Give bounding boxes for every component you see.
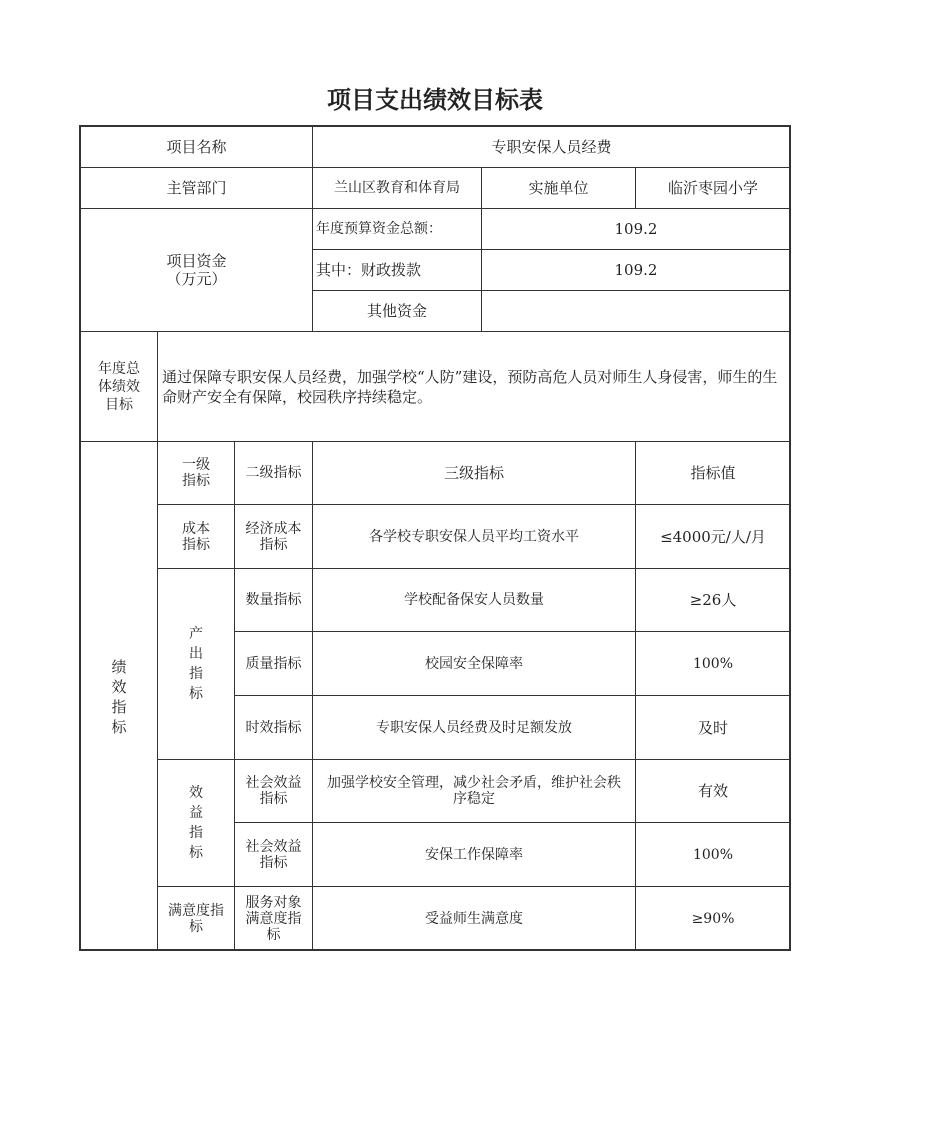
group-satisfaction: 满意度指标 (157, 886, 234, 951)
annual-goal-label: 年度总体绩效目标 (80, 331, 157, 441)
funds-fiscal-label: 其中：财政拨款 (312, 249, 481, 290)
project-name-label: 项目名称 (80, 126, 312, 167)
page-title: 项目支出绩效目标表 (327, 86, 543, 114)
group-benefit: 效益指标 (157, 759, 234, 886)
funds-other-value (481, 290, 790, 331)
annual-goal-text: 通过保障专职安保人员经费，加强学校“人防”建设，预防高危人员对师生人身侵害，师生的生命财产安全有保障，校园秩序持续稳定。 (157, 331, 790, 441)
table-row-level2: 服务对象满意度指标 (234, 886, 312, 951)
header-level2: 二级指标 (234, 441, 312, 504)
project-name-value: 专职安保人员经费 (312, 126, 790, 167)
table-row-level2: 数量指标 (234, 568, 312, 631)
dept-value: 兰山区教育和体育局 (312, 167, 481, 208)
impl-unit-label: 实施单位 (481, 167, 635, 208)
table-row-value: 有效 (635, 759, 790, 822)
table-row-value: ≤4000元/人/月 (635, 504, 790, 568)
table-row-level3: 专职安保人员经费及时足额发放 (312, 695, 635, 759)
table-row-value: 100% (635, 822, 790, 886)
header-level3: 三级指标 (312, 441, 635, 504)
table-row-level2: 社会效益指标 (234, 822, 312, 886)
header-value: 指标值 (635, 441, 790, 504)
table-row-value: ≥90% (635, 886, 790, 951)
group-output: 产出指标 (157, 568, 234, 759)
table-row-level3: 校园安全保障率 (312, 631, 635, 695)
table-row-level2: 经济成本指标 (234, 504, 312, 568)
funds-total-label: 年度预算资金总额： (312, 208, 481, 249)
table-row-value: 及时 (635, 695, 790, 759)
table-row-level3: 学校配备保安人员数量 (312, 568, 635, 631)
funds-total-value: 109.2 (481, 208, 790, 249)
table-row-level2: 社会效益指标 (234, 759, 312, 822)
table-row-level2: 质量指标 (234, 631, 312, 695)
group-cost: 成本指标 (157, 504, 234, 568)
funds-label: 项目资金（万元） (80, 208, 312, 331)
table-row-level3: 安保工作保障率 (312, 822, 635, 886)
header-level1: 一级指标 (157, 441, 234, 504)
funds-other-label: 其他资金 (312, 290, 481, 331)
dept-label: 主管部门 (80, 167, 312, 208)
table-row-value: 100% (635, 631, 790, 695)
indicators-section-label: 绩效指标 (80, 441, 157, 951)
table-row-level3: 受益师生满意度 (312, 886, 635, 951)
funds-fiscal-value: 109.2 (481, 249, 790, 290)
table-row-level3: 各学校专职安保人员平均工资水平 (312, 504, 635, 568)
table-row-level2: 时效指标 (234, 695, 312, 759)
impl-unit-value: 临沂枣园小学 (635, 167, 790, 208)
table-row-level3: 加强学校安全管理，减少社会矛盾，维护社会秩序稳定 (312, 759, 635, 822)
table-row-value: ≥26人 (635, 568, 790, 631)
